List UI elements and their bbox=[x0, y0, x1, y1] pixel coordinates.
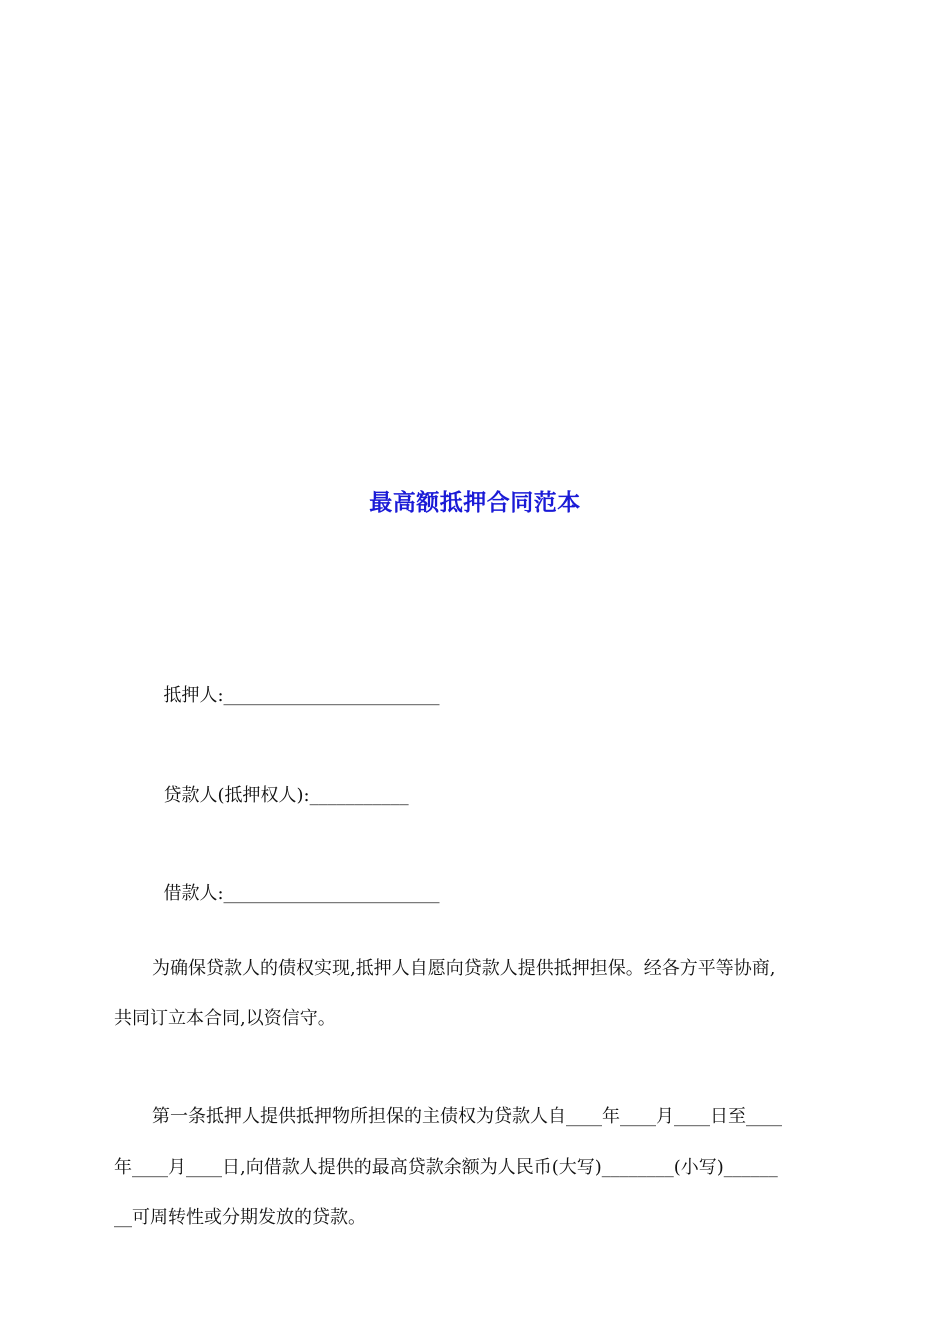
article-1-line-1: 第一条抵押人提供抵押物所担保的主债权为贷款人自____年____月____日至____ bbox=[152, 1106, 782, 1127]
page-title: 最高额抵押合同范本 bbox=[369, 490, 581, 516]
field-lender-blank: ___________ bbox=[309, 785, 409, 806]
field-lender-label: 贷款人(抵押权人): bbox=[163, 785, 310, 806]
field-mortgagor bbox=[152, 657, 440, 709]
field-borrower-blank: ________________________ bbox=[223, 883, 440, 904]
field-borrower bbox=[152, 855, 440, 907]
field-mortgagor-label: 抵押人: bbox=[163, 685, 224, 706]
preamble-line-2: 共同订立本合同,以资信守。 bbox=[114, 1008, 336, 1029]
field-lender bbox=[152, 757, 409, 809]
article-1-line-2: 年____月____日,向借款人提供的最高贷款余额为人民币(大写)________(小写)______ bbox=[114, 1157, 778, 1178]
field-mortgagor-blank: ________________________ bbox=[223, 685, 440, 706]
article-1-line-3: __可周转性或分期发放的贷款。 bbox=[114, 1207, 366, 1228]
preamble-line-1: 为确保贷款人的债权实现,抵押人自愿向贷款人提供抵押担保。经各方平等协商, bbox=[152, 958, 776, 979]
field-borrower-label: 借款人: bbox=[163, 883, 224, 904]
